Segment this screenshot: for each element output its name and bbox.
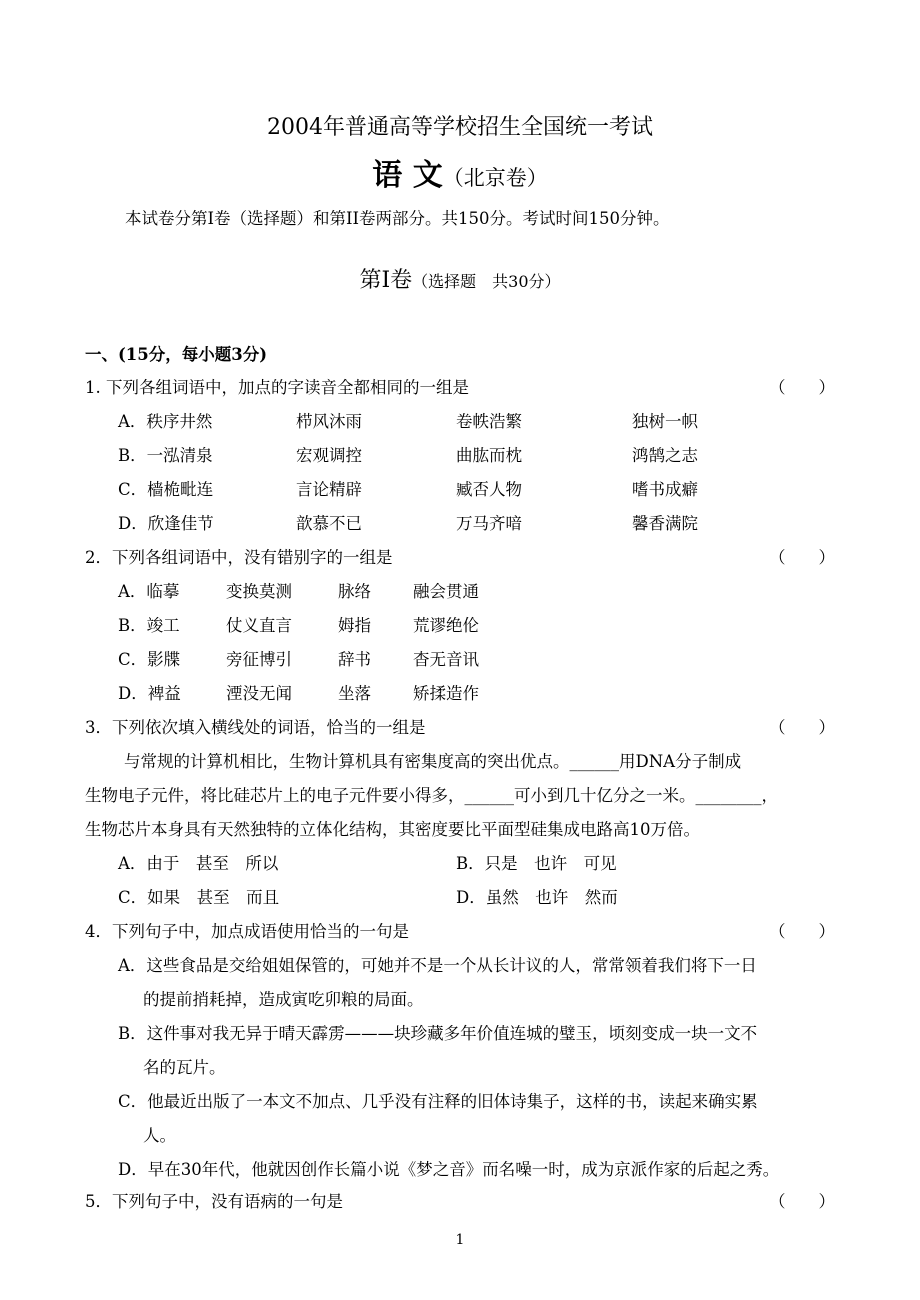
option-cell: D．虽然 也许 然而 [456,888,618,907]
passage-line: 生物芯片本身具有天然独特的立体化结构，其密度要比平面型硅集成电路高10万倍。 [85,820,700,839]
answer-bracket: （ ） [769,1192,835,1211]
question-stem: 4．下列句子中，加点成语使用恰当的一句是 [85,922,409,941]
answer-bracket: （ ） [769,922,835,941]
passage-line: 与常规的计算机相比，生物计算机具有密集度高的突出优点。______用DNA分子制成 [124,752,742,771]
subject-title [0,150,920,194]
option-cell: 荒谬绝伦 [413,616,479,635]
option-cell: 仗义直言 [226,616,292,635]
option-line: A．这些食品是交给姐姐保管的，可她并不是一个从长计议的人，常常领着我们将下一日 [118,956,757,975]
option-cell: 变换莫测 [226,582,292,601]
option-cell: 旁征博引 [226,650,292,669]
option-cell: B．一泓清泉 [118,446,213,465]
option-cell: 栉风沐雨 [296,412,362,431]
option-cell: 姆指 [338,616,371,635]
question-stem: 5．下列句子中，没有语病的一句是 [85,1192,343,1211]
option-cell: C．樯桅毗连 [118,480,214,499]
option-cell: 独树一帜 [632,412,698,431]
option-cell: D．裨益 [118,684,181,703]
edition-label: （北京卷） [442,166,548,190]
part-title [0,263,920,294]
option-line: 的提前捎耗掉，造成寅吃卯粮的局面。 [143,990,424,1009]
answer-bracket: （ ） [769,548,835,567]
subject-name: 语 文 [372,158,443,193]
option-cell: 万马齐喑 [456,514,522,533]
option-line: B．这件事对我无异于晴天霹雳———块珍藏多年价值连城的璧玉，顷刻变成一块一文不 [118,1024,758,1043]
option-cell: C．如果 甚至 而且 [118,888,280,907]
option-line: 人。 [143,1126,176,1145]
option-cell: 卷帙浩繁 [456,412,522,431]
option-line: C．他最近出版了一本文不加点、几乎没有注释的旧体诗集子，这样的书，读起来确实累 [118,1092,758,1111]
option-cell: D．欣逢佳节 [118,514,214,533]
option-cell: 杳无音讯 [413,650,479,669]
question-stem: 3．下列依次填入横线处的词语，恰当的一组是 [85,718,426,737]
option-cell: 曲肱而枕 [456,446,522,465]
option-cell: 脉络 [338,582,371,601]
option-cell: A．临摹 [118,582,180,601]
option-cell: A．秩序井然 [118,412,213,431]
passage-line: 生物电子元件，将比硅芯片上的电子元件要小得多，______可小到几十亿分之一米。________， [85,786,778,805]
option-cell: 坐落 [338,684,371,703]
option-cell: 宏观调控 [296,446,362,465]
option-cell: 歆慕不已 [296,514,362,533]
option-line: D．早在30年代，他就因创作长篇小说《梦之音》而名噪一时，成为京派作家的后起之秀。 [118,1160,780,1179]
answer-bracket: （ ） [769,378,835,397]
option-cell: B．竣工 [118,616,180,635]
option-cell: C．影牒 [118,650,181,669]
option-line: 名的瓦片。 [143,1058,226,1077]
part-name: 第I卷 [359,268,413,293]
option-cell: 湮没无闻 [226,684,292,703]
question-stem: 1. 下列各组词语中，加点的字读音全都相同的一组是 [85,378,469,397]
option-cell: 臧否人物 [456,480,522,499]
option-cell: 矫揉造作 [413,684,479,703]
page-number: 1 [455,1232,465,1248]
question-stem: 2．下列各组词语中，没有错别字的一组是 [85,548,393,567]
part-subtitle: （选择题 共30分） [412,272,561,291]
option-cell: 鸿鹄之志 [632,446,698,465]
option-cell: 融会贯通 [413,582,479,601]
option-cell: 嗜书成癖 [632,480,698,499]
option-cell: A．由于 甚至 所以 [118,854,279,873]
option-cell: 言论精辟 [296,480,362,499]
option-cell: 馨香满院 [632,514,698,533]
section-heading: 一、(15分，每小题3分) [85,345,268,364]
answer-bracket: （ ） [769,718,835,737]
option-cell: 辞书 [338,650,371,669]
exam-intro: 本试卷分第I卷（选择题）和第II卷两部分。共150分。考试时间150分钟。 [125,209,670,228]
exam-title: 2004年普通高等学校招生全国统一考试 [267,115,653,140]
option-cell: B．只是 也许 可见 [456,854,617,873]
